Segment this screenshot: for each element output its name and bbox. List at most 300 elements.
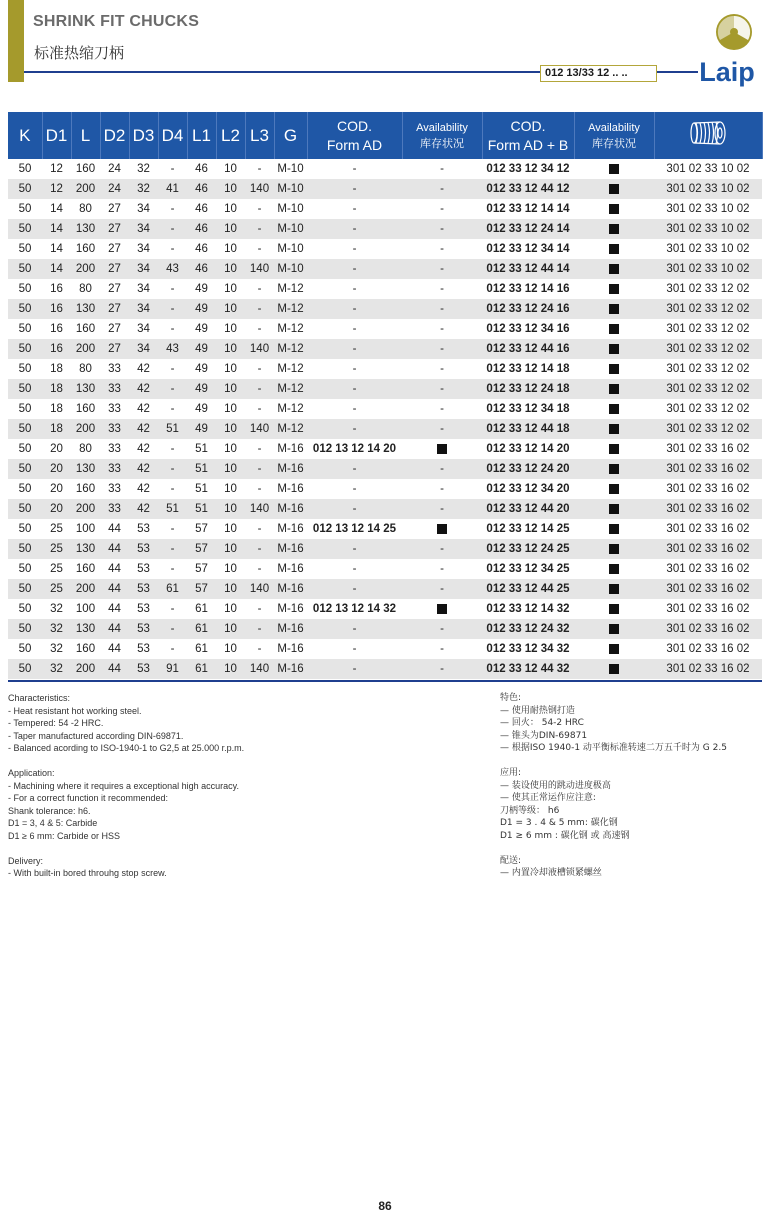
table-cell: 53 xyxy=(129,619,158,639)
availability-cell xyxy=(574,519,654,539)
table-cell: 33 xyxy=(100,379,129,399)
filled-square-icon xyxy=(437,524,447,534)
table-cell: M-10 xyxy=(274,219,307,239)
table-cell: 50 xyxy=(8,539,42,559)
col-availability-1 xyxy=(402,112,482,159)
table-row xyxy=(8,279,762,299)
table-cell: 53 xyxy=(129,559,158,579)
table-cell: 50 xyxy=(8,299,42,319)
table-cell: M-10 xyxy=(274,179,307,199)
table-cell: M-12 xyxy=(274,379,307,399)
table-cell: 200 xyxy=(71,499,100,519)
notes-line: — 使其正常运作应注意: xyxy=(500,793,596,803)
table-cell: 44 xyxy=(100,519,129,539)
filled-square-icon xyxy=(609,544,619,554)
table-cell: 160 xyxy=(71,319,100,339)
table-cell: - xyxy=(245,399,274,419)
table-cell: 100 xyxy=(71,599,100,619)
table-cell: 301 02 33 16 02 xyxy=(654,639,762,659)
table-cell: 20 xyxy=(42,459,71,479)
table-cell: 301 02 33 12 02 xyxy=(654,279,762,299)
col-availability-cn-label: 库存状况 xyxy=(592,137,636,150)
table-cell: 51 xyxy=(187,439,216,459)
filled-square-icon xyxy=(609,324,619,334)
table-cell: 50 xyxy=(8,479,42,499)
table-row xyxy=(8,439,762,459)
availability-cell xyxy=(574,199,654,219)
table-cell: - xyxy=(402,639,482,659)
table-cell: 301 02 33 10 02 xyxy=(654,259,762,279)
table-cell: 20 xyxy=(42,499,71,519)
table-cell: 50 xyxy=(8,599,42,619)
table-cell: 160 xyxy=(71,479,100,499)
table-cell: - xyxy=(307,179,402,199)
table-cell: 301 02 33 16 02 xyxy=(654,439,762,459)
table-cell: - xyxy=(245,539,274,559)
table-cell: 46 xyxy=(187,179,216,199)
table-cell: - xyxy=(245,599,274,619)
notes-line: — 回火： 54-2 HRC xyxy=(500,718,584,728)
table-row xyxy=(8,559,762,579)
table-cell: - xyxy=(158,159,187,179)
availability-cell xyxy=(402,519,482,539)
table-row xyxy=(8,239,762,259)
table-cell: 18 xyxy=(42,359,71,379)
table-cell: - xyxy=(307,399,402,419)
filled-square-icon xyxy=(609,304,619,314)
filled-square-icon xyxy=(609,504,619,514)
table-cell: 20 xyxy=(42,439,71,459)
table-cell: - xyxy=(245,319,274,339)
filled-square-icon xyxy=(609,444,619,454)
table-cell: 50 xyxy=(8,499,42,519)
page-subtitle: 标准热缩刀柄 xyxy=(34,45,125,62)
table-cell: - xyxy=(307,459,402,479)
table-cell: 012 33 12 24 14 xyxy=(482,219,574,239)
table-cell: 53 xyxy=(129,579,158,599)
notes-line: — 内置冷却液槽锁紧螺丝 xyxy=(500,868,602,878)
table-cell: - xyxy=(158,359,187,379)
notes-line: - Balanced acording to ISO-1940-1 to G2,5 at 25.000 r.p.m. xyxy=(8,743,245,753)
table-cell: 301 02 33 16 02 xyxy=(654,619,762,639)
table-cell: 44 xyxy=(100,659,129,679)
col-thread-icon xyxy=(654,112,762,159)
table-cell: 51 xyxy=(158,499,187,519)
table-cell: 49 xyxy=(187,379,216,399)
table-cell: 301 02 33 10 02 xyxy=(654,159,762,179)
table-cell: 10 xyxy=(216,219,245,239)
table-cell: - xyxy=(158,599,187,619)
filled-square-icon xyxy=(609,344,619,354)
table-cell: 34 xyxy=(129,259,158,279)
table-cell: 32 xyxy=(42,619,71,639)
table-cell: 49 xyxy=(187,299,216,319)
table-cell: 012 33 12 14 20 xyxy=(482,439,574,459)
table-cell: - xyxy=(245,199,274,219)
filled-square-icon xyxy=(609,624,619,634)
table-cell: 18 xyxy=(42,419,71,439)
table-cell: 34 xyxy=(129,219,158,239)
table-cell: - xyxy=(158,459,187,479)
col-k: K xyxy=(8,112,42,159)
availability-cell xyxy=(574,279,654,299)
table-cell: 10 xyxy=(216,619,245,639)
table-cell: 100 xyxy=(71,519,100,539)
table-row xyxy=(8,539,762,559)
table-cell: M-12 xyxy=(274,419,307,439)
table-cell: 10 xyxy=(216,339,245,359)
table-cell: 80 xyxy=(71,199,100,219)
table-cell: - xyxy=(245,439,274,459)
table-cell: - xyxy=(307,499,402,519)
chuck-table xyxy=(8,112,763,679)
table-cell: M-16 xyxy=(274,659,307,679)
table-cell: 27 xyxy=(100,299,129,319)
notes-line: — 装设使用的跳动进度极高 xyxy=(500,780,611,791)
notes-line: — 根据ISO 1940-1 动平衡标准转速二万五千时为 G 2.5 xyxy=(500,743,727,753)
notes-gap xyxy=(8,842,388,855)
table-cell: 34 xyxy=(129,299,158,319)
table-cell: - xyxy=(307,579,402,599)
table-cell: 18 xyxy=(42,399,71,419)
table-cell: 012 33 12 44 20 xyxy=(482,499,574,519)
table-cell: 46 xyxy=(187,259,216,279)
table-cell: 012 33 12 34 16 xyxy=(482,319,574,339)
availability-cell xyxy=(574,239,654,259)
table-cell: 27 xyxy=(100,199,129,219)
table-cell: - xyxy=(158,239,187,259)
table-cell: 50 xyxy=(8,619,42,639)
table-cell: 130 xyxy=(71,619,100,639)
table-cell: - xyxy=(402,559,482,579)
table-cell: 34 xyxy=(129,199,158,219)
table-cell: 200 xyxy=(71,579,100,599)
filled-square-icon xyxy=(609,464,619,474)
table-cell: 10 xyxy=(216,579,245,599)
table-cell: - xyxy=(307,659,402,679)
table-cell: - xyxy=(307,319,402,339)
filled-square-icon xyxy=(609,424,619,434)
table-cell: 24 xyxy=(100,159,129,179)
col-availability-label: Availability xyxy=(588,121,640,134)
table-cell: 27 xyxy=(100,339,129,359)
table-cell: M-16 xyxy=(274,479,307,499)
table-cell: - xyxy=(307,559,402,579)
table-cell: 140 xyxy=(245,499,274,519)
table-cell: - xyxy=(307,359,402,379)
table-cell: - xyxy=(245,219,274,239)
table-cell: - xyxy=(402,579,482,599)
table-cell: M-16 xyxy=(274,619,307,639)
table-cell: 27 xyxy=(100,219,129,239)
table-cell: 27 xyxy=(100,239,129,259)
table-cell: 012 33 12 24 16 xyxy=(482,299,574,319)
table-cell: 10 xyxy=(216,519,245,539)
table-cell: 46 xyxy=(187,239,216,259)
table-cell: 012 13 12 14 25 xyxy=(307,519,402,539)
table-cell: 50 xyxy=(8,419,42,439)
page-title: SHRINK FIT CHUCKS xyxy=(33,13,200,30)
table-cell: - xyxy=(402,499,482,519)
table-cell: 10 xyxy=(216,359,245,379)
table-cell: 50 xyxy=(8,259,42,279)
table-row xyxy=(8,519,762,539)
table-cell: 57 xyxy=(187,579,216,599)
table-cell: 160 xyxy=(71,559,100,579)
table-cell: M-12 xyxy=(274,319,307,339)
table-cell: - xyxy=(402,399,482,419)
table-cell: - xyxy=(158,539,187,559)
table-cell: 33 xyxy=(100,439,129,459)
col-d1: D1 xyxy=(42,112,71,159)
filled-square-icon xyxy=(609,384,619,394)
table-cell: 012 33 12 14 32 xyxy=(482,599,574,619)
table-cell: 50 xyxy=(8,559,42,579)
table-row xyxy=(8,379,762,399)
table-cell: 16 xyxy=(42,319,71,339)
table-cell: 301 02 33 10 02 xyxy=(654,239,762,259)
notes-line: — 锥头为DIN-69871 xyxy=(500,730,588,741)
table-cell: - xyxy=(158,319,187,339)
table-cell: 25 xyxy=(42,539,71,559)
table-cell: 25 xyxy=(42,519,71,539)
notes-line: - Tempered: 54 -2 HRC. xyxy=(8,718,104,728)
table-cell: 200 xyxy=(71,419,100,439)
table-cell: 10 xyxy=(216,459,245,479)
availability-cell xyxy=(574,319,654,339)
table-row xyxy=(8,659,762,679)
table-cell: - xyxy=(402,619,482,639)
table-cell: 012 13 12 14 20 xyxy=(307,439,402,459)
table-cell: 301 02 33 12 02 xyxy=(654,379,762,399)
table-cell: - xyxy=(158,619,187,639)
table-cell: - xyxy=(158,639,187,659)
notes-line: - For a correct function it recommended: xyxy=(8,793,169,803)
col-d2: D2 xyxy=(100,112,129,159)
notes-line: 应用: xyxy=(500,768,522,778)
availability-cell xyxy=(574,359,654,379)
table-cell: 140 xyxy=(245,179,274,199)
table-cell: 53 xyxy=(129,539,158,559)
table-cell: 33 xyxy=(100,499,129,519)
table-cell: 46 xyxy=(187,199,216,219)
table-cell: 012 33 12 34 12 xyxy=(482,159,574,179)
notes-line: 配送: xyxy=(500,855,522,866)
table-cell: 49 xyxy=(187,399,216,419)
product-code-box: 012 13/33 12 .. .. xyxy=(540,65,657,82)
table-cell: - xyxy=(402,379,482,399)
table-cell: - xyxy=(402,219,482,239)
availability-cell xyxy=(574,619,654,639)
availability-cell xyxy=(574,299,654,319)
table-cell: 012 33 12 24 25 xyxy=(482,539,574,559)
table-cell: M-12 xyxy=(274,359,307,379)
availability-cell xyxy=(402,599,482,619)
table-cell: 44 xyxy=(100,559,129,579)
notes-gap xyxy=(8,755,388,768)
col-availability-2 xyxy=(574,112,654,159)
table-cell: - xyxy=(307,259,402,279)
table-cell: 10 xyxy=(216,399,245,419)
table-cell: M-16 xyxy=(274,519,307,539)
table-cell: 301 02 33 16 02 xyxy=(654,499,762,519)
table-cell: 50 xyxy=(8,339,42,359)
thread-screw-icon xyxy=(686,117,730,149)
notes-line: - Taper manufactured according DIN-69871. xyxy=(8,730,184,741)
table-cell: 012 33 12 34 25 xyxy=(482,559,574,579)
table-cell: - xyxy=(245,519,274,539)
table-cell: 10 xyxy=(216,259,245,279)
table-cell: 10 xyxy=(216,479,245,499)
table-row xyxy=(8,639,762,659)
table-cell: 34 xyxy=(129,239,158,259)
table-cell: 160 xyxy=(71,639,100,659)
table-cell: - xyxy=(307,539,402,559)
filled-square-icon xyxy=(609,664,619,674)
table-cell: 53 xyxy=(129,659,158,679)
table-cell: - xyxy=(245,279,274,299)
table-cell: 012 33 12 14 16 xyxy=(482,279,574,299)
table-cell: - xyxy=(307,419,402,439)
table-cell: 012 33 12 34 32 xyxy=(482,639,574,659)
filled-square-icon xyxy=(609,224,619,234)
table-cell: - xyxy=(402,199,482,219)
table-cell: 301 02 33 12 02 xyxy=(654,419,762,439)
table-cell: 51 xyxy=(187,499,216,519)
notes-line: D1 = 3 . 4 & 5 mm: 碳化钢 xyxy=(500,818,618,828)
table-cell: 33 xyxy=(100,399,129,419)
availability-cell xyxy=(574,339,654,359)
notes-gap xyxy=(500,755,760,768)
availability-cell xyxy=(574,599,654,619)
table-cell: 012 33 12 14 25 xyxy=(482,519,574,539)
table-cell: 42 xyxy=(129,459,158,479)
notes-gap xyxy=(500,842,760,855)
table-cell: 012 33 12 24 20 xyxy=(482,459,574,479)
table-row xyxy=(8,459,762,479)
notes-line: D1 = 3, 4 & 5: Carbide xyxy=(8,818,98,828)
table-cell: 16 xyxy=(42,339,71,359)
table-cell: 18 xyxy=(42,379,71,399)
table-cell: - xyxy=(245,299,274,319)
page-number: 86 xyxy=(378,1199,392,1213)
availability-cell xyxy=(574,579,654,599)
table-cell: 44 xyxy=(100,579,129,599)
col-cod-label: COD. xyxy=(337,117,372,134)
table-cell: M-16 xyxy=(274,539,307,559)
table-cell: 301 02 33 16 02 xyxy=(654,579,762,599)
table-cell: - xyxy=(402,279,482,299)
table-cell: 42 xyxy=(129,359,158,379)
table-cell: - xyxy=(307,279,402,299)
table-cell: - xyxy=(158,439,187,459)
table-cell: - xyxy=(402,299,482,319)
table-cell: 012 33 12 24 32 xyxy=(482,619,574,639)
table-cell: 012 33 12 34 14 xyxy=(482,239,574,259)
table-cell: - xyxy=(402,179,482,199)
table-cell: 301 02 33 16 02 xyxy=(654,659,762,679)
table-cell: 160 xyxy=(71,159,100,179)
table-cell: 57 xyxy=(187,559,216,579)
table-cell: 301 02 33 12 02 xyxy=(654,359,762,379)
table-cell: 012 33 12 44 18 xyxy=(482,419,574,439)
col-g: G xyxy=(274,112,307,159)
table-cell: 34 xyxy=(129,319,158,339)
table-cell: 46 xyxy=(187,219,216,239)
notes-line: - Heat resistant hot working steel. xyxy=(8,705,142,716)
table-cell: 50 xyxy=(8,659,42,679)
col-cod-form-adb xyxy=(482,112,574,159)
table-cell: 012 33 12 44 12 xyxy=(482,179,574,199)
filled-square-icon xyxy=(609,164,619,174)
table-cell: 301 02 33 16 02 xyxy=(654,519,762,539)
table-cell: - xyxy=(158,399,187,419)
table-cell: 10 xyxy=(216,179,245,199)
table-cell: 32 xyxy=(129,159,158,179)
table-row xyxy=(8,619,762,639)
table-cell: M-16 xyxy=(274,599,307,619)
table-cell: - xyxy=(158,519,187,539)
table-cell: 25 xyxy=(42,559,71,579)
filled-square-icon xyxy=(609,364,619,374)
table-cell: - xyxy=(245,559,274,579)
table-cell: 50 xyxy=(8,439,42,459)
table-cell: - xyxy=(307,379,402,399)
table-cell: 44 xyxy=(100,619,129,639)
table-cell: 14 xyxy=(42,239,71,259)
table-cell: 10 xyxy=(216,539,245,559)
table-row xyxy=(8,299,762,319)
table-cell: 44 xyxy=(100,599,129,619)
table-cell: - xyxy=(307,339,402,359)
table-cell: 16 xyxy=(42,299,71,319)
table-cell: - xyxy=(402,459,482,479)
table-cell: 200 xyxy=(71,179,100,199)
notes-english xyxy=(8,692,388,880)
table-cell: 012 33 12 14 14 xyxy=(482,199,574,219)
table-cell: 130 xyxy=(71,539,100,559)
table-cell: 301 02 33 10 02 xyxy=(654,199,762,219)
table-cell: 50 xyxy=(8,639,42,659)
filled-square-icon xyxy=(437,444,447,454)
filled-square-icon xyxy=(609,524,619,534)
table-cell: 49 xyxy=(187,279,216,299)
table-cell: 32 xyxy=(42,659,71,679)
table-cell: 53 xyxy=(129,599,158,619)
table-cell: 91 xyxy=(158,659,187,679)
table-cell: 57 xyxy=(187,519,216,539)
table-cell: 50 xyxy=(8,199,42,219)
availability-cell xyxy=(574,259,654,279)
table-cell: 44 xyxy=(100,539,129,559)
filled-square-icon xyxy=(609,204,619,214)
notes-line: Shank tolerance: h6. xyxy=(8,805,91,816)
table-cell: 301 02 33 10 02 xyxy=(654,219,762,239)
filled-square-icon xyxy=(437,604,447,614)
filled-square-icon xyxy=(609,404,619,414)
col-availability-cn-label: 库存状况 xyxy=(420,137,464,150)
table-cell: 012 33 12 34 20 xyxy=(482,479,574,499)
table-bottom-rule xyxy=(8,680,762,682)
table-cell: 49 xyxy=(187,319,216,339)
table-cell: 41 xyxy=(158,179,187,199)
table-header-row xyxy=(8,112,762,159)
table-cell: 49 xyxy=(187,359,216,379)
table-cell: M-10 xyxy=(274,199,307,219)
col-l1: L1 xyxy=(187,112,216,159)
table-cell: 33 xyxy=(100,419,129,439)
col-d3: D3 xyxy=(129,112,158,159)
